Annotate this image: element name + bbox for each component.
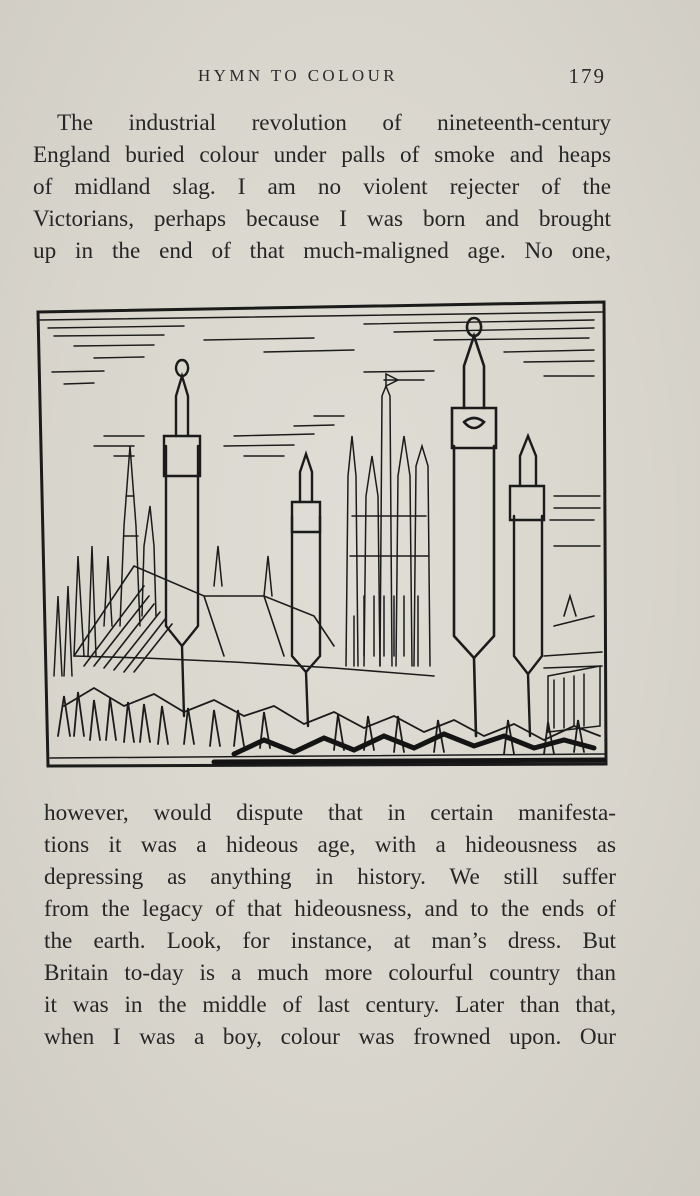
running-title: HYMN TO COLOUR xyxy=(198,66,398,85)
woodcut-illustration-icon xyxy=(34,296,608,770)
text-line: depressing as anything in history. We still suffer xyxy=(44,864,616,890)
text-line: England buried colour under palls of smoke and heaps xyxy=(33,142,611,168)
text-line: Britain to-day is a much more colourful country than xyxy=(44,960,616,986)
text-line: up in the end of that much-maligned age. No one, xyxy=(33,238,611,264)
page-number: 179 xyxy=(568,64,606,88)
text-line: when I was a boy, colour was frowned upon. Our xyxy=(44,1024,616,1050)
woodcut-illustration xyxy=(34,296,608,770)
text-line: tions it was a hideous age, with a hideousness as xyxy=(44,832,616,858)
text-line: from the legacy of that hideousness, and to the ends of xyxy=(44,896,616,922)
paragraph-top xyxy=(33,107,611,267)
text-line: Victorians, perhaps because I was born and brought xyxy=(33,206,611,232)
running-head xyxy=(190,66,610,92)
text-line: of midland slag. I am no violent rejecter of the xyxy=(33,174,611,200)
text-line: The industrial revolution of nineteenth-century xyxy=(57,110,611,136)
text-line: however, would dispute that in certain manifesta- xyxy=(44,800,616,826)
text-line: the earth. Look, for instance, at man’s dress. But xyxy=(44,928,616,954)
text-line: it was in the middle of last century. Later than that, xyxy=(44,992,616,1018)
paragraph-bottom xyxy=(44,797,616,1053)
